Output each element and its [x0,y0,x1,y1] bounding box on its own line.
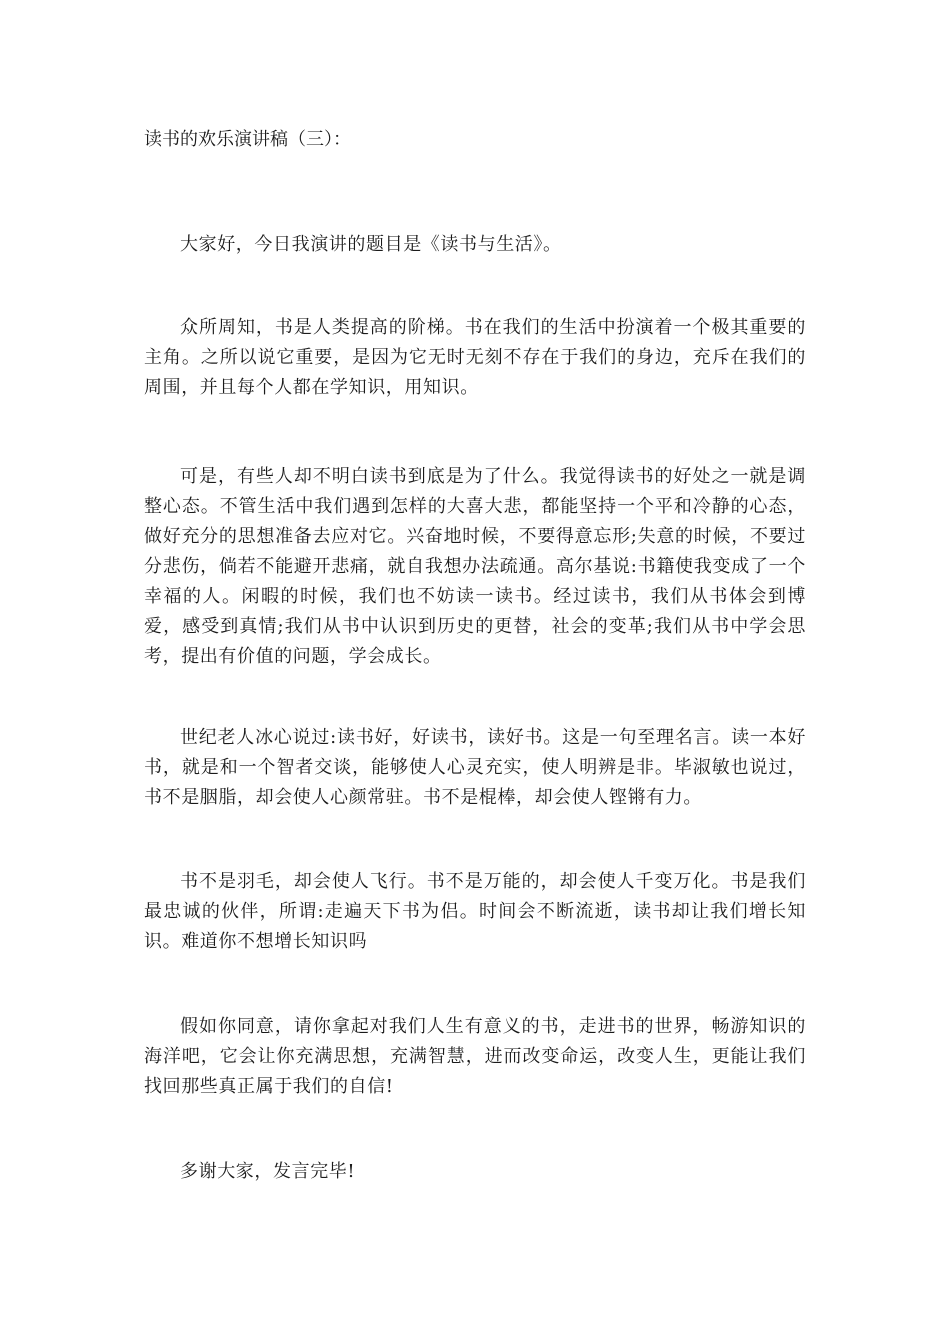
paragraph-companion: 书不是羽毛，却会使人飞行。书不是万能的，却会使人千变万化。书是我们最忠诚的伙伴，所谓:走遍天下书为侣。时间会不断流逝，读书却让我们增长知识。难道你不想增长知识吗 [144,871,806,952]
paragraph-closing: 多谢大家，发言完毕! [180,1161,356,1182]
paragraph-call-to-action: 假如你同意，请你拿起对我们人生有意义的书，走进书的世界，畅游知识的海洋吧，它会让你充满思想，充满智慧，进而改变命运，改变人生，更能让我们找回那些真正属于我们的自信! [144,1016,806,1097]
paragraph-intro: 众所周知，书是人类提高的阶梯。书在我们的生活中扮演着一个极其重要的主角。之所以说它重要，是因为它无时无刻不存在于我们的身边，充斥在我们的周围，并且每个人都在学知识，用知识。 [144,317,806,398]
paragraph-quotes: 世纪老人冰心说过:读书好，好读书，读好书。这是一句至理名言。读一本好书，就是和一个智者交谈，能够使人心灵充实，使人明辨是非。毕淑敏也说过，书不是胭脂，却会使人心颜常驻。书不是棍棒，却会使人铿锵有力。 [144,727,806,808]
paragraph-greeting: 大家好，今日我演讲的题目是《读书与生活》。 [180,234,562,255]
paragraph-benefits: 可是，有些人却不明白读书到底是为了什么。我觉得读书的好处之一就是调整心态。不管生活中我们遇到怎样的大喜大悲，都能坚持一个平和冷静的心态，做好充分的思想准备去应对它。兴奋地时候，不要得意忘形;失意的时候，不要过分悲伤，倘若不能避开悲痛，就自我想办法疏通。高尔基说:书籍使我变成了一个幸福的人。闲暇的时候，我们也不妨读一读书。经过读书，我们从书体会到博爱，感受到真情;我们从书中认识到历史的更替，社会的变革;我们从书中学会思考，提出有价值的问题，学会成长。 [144,466,806,667]
document-title: 读书的欢乐演讲稿（三）： [144,129,351,150]
